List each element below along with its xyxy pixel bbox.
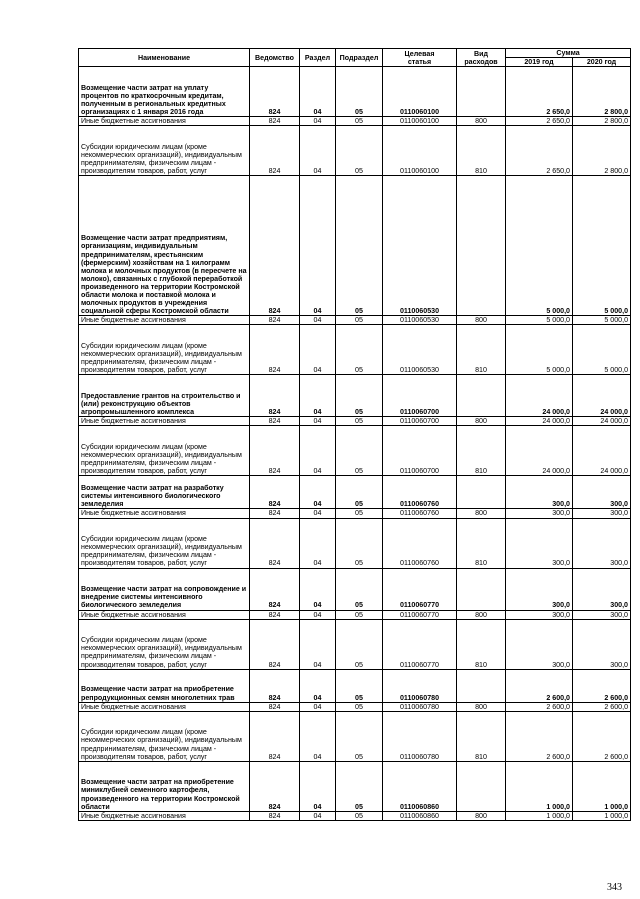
table-row (79, 176, 631, 316)
table-row (79, 610, 631, 619)
cell-dept: 824 (250, 711, 300, 761)
header-dept: Ведомство (250, 49, 300, 67)
cell-dept: 824 (250, 325, 300, 375)
cell-2019: 1 000,0 (506, 811, 573, 820)
cell-type: 810 (457, 619, 506, 669)
cell-2020: 300,0 (573, 619, 631, 669)
cell-2020: 2 600,0 (573, 702, 631, 711)
table-row (79, 811, 631, 820)
cell-dept: 824 (250, 126, 300, 176)
cell-target: 0110060780 (383, 711, 457, 761)
cell-subsection: 05 (336, 117, 383, 126)
cell-section: 04 (300, 711, 336, 761)
cell-2019: 300,0 (506, 568, 573, 610)
page-number: 343 (607, 882, 622, 893)
table-row (79, 518, 631, 568)
cell-name: Иные бюджетные ассигнования (79, 316, 250, 325)
cell-target: 0110060700 (383, 375, 457, 417)
cell-2019: 300,0 (506, 619, 573, 669)
cell-2020: 300,0 (573, 476, 631, 509)
cell-section: 04 (300, 126, 336, 176)
cell-dept: 824 (250, 518, 300, 568)
table-row (79, 67, 631, 117)
cell-target: 0110060770 (383, 568, 457, 610)
cell-type (457, 476, 506, 509)
header-subsection: Подраздел (336, 49, 383, 67)
cell-name: Иные бюджетные ассигнования (79, 509, 250, 518)
cell-subsection: 05 (336, 417, 383, 426)
cell-dept: 824 (250, 702, 300, 711)
cell-type (457, 568, 506, 610)
cell-target: 0110060860 (383, 761, 457, 811)
cell-target: 0110060530 (383, 176, 457, 316)
cell-section: 04 (300, 417, 336, 426)
cell-type: 800 (457, 509, 506, 518)
header-name: Наименование (79, 49, 250, 67)
cell-target: 0110060530 (383, 316, 457, 325)
cell-2020: 1 000,0 (573, 811, 631, 820)
cell-dept: 824 (250, 811, 300, 820)
table-row (79, 375, 631, 417)
document-page (78, 48, 630, 821)
cell-name: Возмещение части затрат на сопровождение и внедрение системы интенсивного биологического земледелия (79, 568, 250, 610)
header-sum: Сумма (506, 49, 631, 58)
cell-section: 04 (300, 176, 336, 316)
table-row (79, 325, 631, 375)
table-row (79, 509, 631, 518)
cell-target: 0110060100 (383, 117, 457, 126)
cell-2020: 5 000,0 (573, 176, 631, 316)
header-2019: 2019 год (506, 58, 573, 67)
cell-name: Иные бюджетные ассигнования (79, 610, 250, 619)
cell-dept: 824 (250, 568, 300, 610)
header-type-line1: Вид (474, 49, 488, 58)
cell-type: 810 (457, 426, 506, 476)
cell-name: Возмещение части затрат предприятиям, организациям, индивидуальным предпринимателям, крестьянским (фермерским) хозяйствам на 1 килограмм молока и молочных продуктов (в пересчете на молоко), связанных с глубокой переработкой произведенного на территории Костромской области молока и поставкой молока и молочных продуктов в учреждения социальной сферы Костромской области (79, 176, 250, 316)
cell-type: 800 (457, 417, 506, 426)
table-row (79, 117, 631, 126)
cell-section: 04 (300, 761, 336, 811)
cell-2020: 300,0 (573, 610, 631, 619)
cell-subsection: 05 (336, 518, 383, 568)
cell-subsection: 05 (336, 126, 383, 176)
table-row (79, 761, 631, 811)
cell-name: Субсидии юридическим лицам (кроме некоммерческих организаций), индивидуальным предпринимателям, физическим лицам - производителям товаров, работ, услуг (79, 426, 250, 476)
cell-2020: 2 800,0 (573, 126, 631, 176)
cell-type: 800 (457, 811, 506, 820)
cell-target: 0110060760 (383, 476, 457, 509)
table-row (79, 426, 631, 476)
cell-subsection: 05 (336, 761, 383, 811)
cell-subsection: 05 (336, 176, 383, 316)
cell-2019: 300,0 (506, 518, 573, 568)
cell-type: 800 (457, 316, 506, 325)
cell-target: 0110060100 (383, 126, 457, 176)
cell-section: 04 (300, 67, 336, 117)
cell-target: 0110060770 (383, 610, 457, 619)
cell-subsection: 05 (336, 67, 383, 117)
header-2020: 2020 год (573, 58, 631, 67)
cell-subsection: 05 (336, 375, 383, 417)
cell-target: 0110060760 (383, 509, 457, 518)
cell-2020: 2 600,0 (573, 669, 631, 702)
cell-2020: 24 000,0 (573, 426, 631, 476)
cell-section: 04 (300, 375, 336, 417)
cell-name: Субсидии юридическим лицам (кроме некоммерческих организаций), индивидуальным предпринимателям, физическим лицам - производителям товаров, работ, услуг (79, 126, 250, 176)
cell-dept: 824 (250, 761, 300, 811)
cell-type (457, 375, 506, 417)
cell-subsection: 05 (336, 509, 383, 518)
cell-2019: 5 000,0 (506, 325, 573, 375)
budget-table (78, 48, 631, 821)
cell-type: 800 (457, 610, 506, 619)
cell-section: 04 (300, 117, 336, 126)
cell-dept: 824 (250, 375, 300, 417)
cell-type: 800 (457, 117, 506, 126)
cell-section: 04 (300, 568, 336, 610)
cell-subsection: 05 (336, 702, 383, 711)
cell-name: Иные бюджетные ассигнования (79, 811, 250, 820)
cell-target: 0110060700 (383, 426, 457, 476)
table-row (79, 669, 631, 702)
cell-type: 800 (457, 702, 506, 711)
cell-dept: 824 (250, 610, 300, 619)
cell-2020: 5 000,0 (573, 325, 631, 375)
cell-type (457, 67, 506, 117)
cell-dept: 824 (250, 426, 300, 476)
cell-subsection: 05 (336, 476, 383, 509)
table-row (79, 702, 631, 711)
cell-subsection: 05 (336, 711, 383, 761)
cell-dept: 824 (250, 316, 300, 325)
cell-section: 04 (300, 811, 336, 820)
cell-2019: 1 000,0 (506, 761, 573, 811)
cell-section: 04 (300, 518, 336, 568)
cell-target: 0110060860 (383, 811, 457, 820)
table-row (79, 568, 631, 610)
cell-2020: 2 800,0 (573, 67, 631, 117)
cell-2019: 2 650,0 (506, 67, 573, 117)
table-row (79, 316, 631, 325)
cell-dept: 824 (250, 176, 300, 316)
cell-name: Субсидии юридическим лицам (кроме некоммерческих организаций), индивидуальным предпринимателям, физическим лицам - производителям товаров, работ, услуг (79, 518, 250, 568)
cell-2019: 2 600,0 (506, 702, 573, 711)
cell-2019: 24 000,0 (506, 375, 573, 417)
cell-2019: 5 000,0 (506, 316, 573, 325)
cell-dept: 824 (250, 417, 300, 426)
cell-section: 04 (300, 316, 336, 325)
cell-name: Субсидии юридическим лицам (кроме некоммерческих организаций), индивидуальным предпринимателям, физическим лицам - производителям товаров, работ, услуг (79, 711, 250, 761)
table-row (79, 619, 631, 669)
cell-2020: 2 800,0 (573, 117, 631, 126)
cell-section: 04 (300, 476, 336, 509)
cell-subsection: 05 (336, 619, 383, 669)
cell-type: 810 (457, 711, 506, 761)
header-target-line2: статья (407, 57, 432, 66)
cell-2019: 2 600,0 (506, 669, 573, 702)
cell-dept: 824 (250, 619, 300, 669)
cell-name: Возмещение части затрат на приобретение репродукционных семян многолетних трав (79, 669, 250, 702)
cell-subsection: 05 (336, 426, 383, 476)
cell-target: 0110060780 (383, 669, 457, 702)
cell-name: Субсидии юридическим лицам (кроме некоммерческих организаций), индивидуальным предпринимателям, физическим лицам - производителям товаров, работ, услуг (79, 619, 250, 669)
cell-name: Иные бюджетные ассигнования (79, 702, 250, 711)
cell-2019: 2 650,0 (506, 126, 573, 176)
table-row (79, 476, 631, 509)
cell-2020: 1 000,0 (573, 761, 631, 811)
cell-target: 0110060770 (383, 619, 457, 669)
cell-2019: 2 650,0 (506, 117, 573, 126)
cell-subsection: 05 (336, 669, 383, 702)
cell-2020: 5 000,0 (573, 316, 631, 325)
cell-dept: 824 (250, 67, 300, 117)
cell-dept: 824 (250, 117, 300, 126)
cell-subsection: 05 (336, 316, 383, 325)
cell-subsection: 05 (336, 568, 383, 610)
cell-2020: 300,0 (573, 568, 631, 610)
cell-target: 0110060700 (383, 417, 457, 426)
cell-2020: 2 600,0 (573, 711, 631, 761)
cell-name: Иные бюджетные ассигнования (79, 417, 250, 426)
cell-dept: 824 (250, 476, 300, 509)
cell-2020: 300,0 (573, 518, 631, 568)
table-body (79, 67, 631, 821)
cell-section: 04 (300, 325, 336, 375)
table-row (79, 711, 631, 761)
cell-2019: 2 600,0 (506, 711, 573, 761)
cell-subsection: 05 (336, 610, 383, 619)
cell-type: 810 (457, 518, 506, 568)
cell-2019: 5 000,0 (506, 176, 573, 316)
header-target (383, 49, 457, 67)
cell-type (457, 669, 506, 702)
cell-section: 04 (300, 426, 336, 476)
cell-name: Возмещение части затрат на уплату процентов по краткосрочным кредитам, полученным в региональных кредитных организациях с 1 января 2016 года (79, 67, 250, 117)
cell-dept: 824 (250, 669, 300, 702)
cell-2020: 24 000,0 (573, 375, 631, 417)
cell-2019: 24 000,0 (506, 426, 573, 476)
cell-target: 0110060760 (383, 518, 457, 568)
cell-subsection: 05 (336, 811, 383, 820)
cell-subsection: 05 (336, 325, 383, 375)
header-type (457, 49, 506, 67)
cell-name: Возмещение части затрат на приобретение миниклубней семенного картофеля, произведенного на территории Костромской области (79, 761, 250, 811)
cell-name: Возмещение части затрат на разработку системы интенсивного биологического земледелия (79, 476, 250, 509)
table-row (79, 417, 631, 426)
cell-section: 04 (300, 669, 336, 702)
cell-name: Субсидии юридическим лицам (кроме некоммерческих организаций), индивидуальным предпринимателям, физическим лицам - производителям товаров, работ, услуг (79, 325, 250, 375)
cell-type: 810 (457, 325, 506, 375)
cell-2020: 24 000,0 (573, 417, 631, 426)
cell-target: 0110060100 (383, 67, 457, 117)
cell-name: Предоставление грантов на строительство и (или) реконструкцию объектов агропромышленного комплекса (79, 375, 250, 417)
cell-section: 04 (300, 610, 336, 619)
cell-type: 810 (457, 126, 506, 176)
cell-type (457, 176, 506, 316)
cell-target: 0110060780 (383, 702, 457, 711)
header-target-line1: Целевая (404, 49, 435, 58)
cell-section: 04 (300, 619, 336, 669)
cell-2019: 300,0 (506, 509, 573, 518)
cell-name: Иные бюджетные ассигнования (79, 117, 250, 126)
header-type-line2: расходов (464, 57, 498, 66)
cell-2019: 300,0 (506, 476, 573, 509)
table-row (79, 126, 631, 176)
cell-type (457, 761, 506, 811)
cell-2019: 300,0 (506, 610, 573, 619)
cell-section: 04 (300, 702, 336, 711)
cell-dept: 824 (250, 509, 300, 518)
cell-2020: 300,0 (573, 509, 631, 518)
cell-2019: 24 000,0 (506, 417, 573, 426)
cell-target: 0110060530 (383, 325, 457, 375)
header-section: Раздел (300, 49, 336, 67)
cell-section: 04 (300, 509, 336, 518)
